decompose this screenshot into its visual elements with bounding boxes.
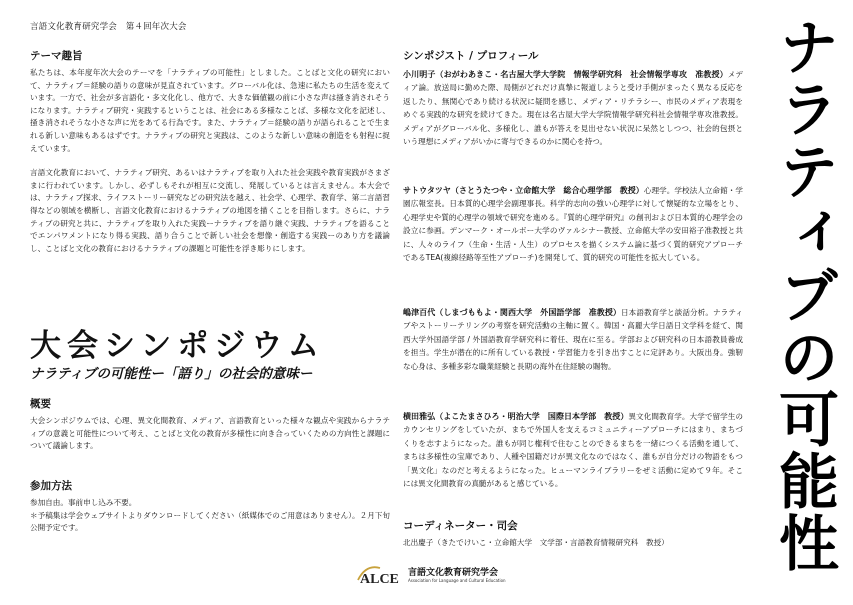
panelist-description: 心理学。学校法人立命館・学園広報室長。日本質的心理学会副理事長。科学的志向の強い心理学に対して懐疑的な立場をとり、心理学史や質的心理学の領域で研究を進める。『質的心理学研究』の創刊および日本質的心理学会の設立に参画。デンマーク・オールボー大学のヴァルシナー教授、立命館大学の安田裕子准教授と共に、人々のライフ（生命・生活・人生）のプロセスを描くシステム論に基づく質的研究アプローチであるTEA(複線径路等至性アプローチ)を開発して、質的研究の可能性を拡大している。 <box>403 186 744 263</box>
participation-line-1: 参加自由。事前申し込み不要。 <box>30 498 137 507</box>
symposium-subtitle: ナラティブの可能性ー「語り」の社会的意味ー <box>30 366 313 382</box>
panelist-description: メディア論。放送局に勤めた際、局側がどれだけ真摯に報道しようと受け手側がまったく異なる反応を返したり、無関心であり続ける状況に疑問を感じ、メディア・リテラシー、市民のメディア表現をめぐる実践的な研究を続けてきた。現在は名古屋大学大学院情報学研究科社会情報学専攻准教授。メディアがグローバル化、多様化し、誰もが答えを見出せない状況に呆然としつつ、社会的包摂という理想にメディアがいかに寄与できるのかに関心を持つ。 <box>403 70 744 147</box>
alce-logo-icon <box>354 562 404 586</box>
panelist-block <box>403 410 743 490</box>
panelist-name: 横田雅弘（よこたまさひろ・明治大学 国際日本学部 教授） <box>403 412 629 421</box>
participation-line-2: ＊予稿集は学会ウェブサイトよりダウンロードしてください（紙媒体でのご用意はありません）。２月下旬公開予定です。 <box>30 510 390 533</box>
coordinator-text: 北出慶子（きたでけいこ・立命館大学 文学部・言語教育情報研究科 教授） <box>403 538 669 547</box>
theme-paragraph-2: 言語文化教育において、ナラティブ研究、あるいはナラティブを取り入れた社会実践や教育実践がさまざまに行われています。しかし、必ずしもそれが相互に交流し、発展しているとは言えません。本大会では、ナラティブ探求、ライフストーリー研究などの研究法を越え、社会学、心理学、教育学、第二言語習得などの領域を横断し、言語文化教育におけるナラティブの地図を描くことを目指します。さらに、ナラティブの研究と共に、ナラティブを取り入れた実践ーナラティブを語り継ぐ実践、ナラティブを語ることでエンパワメントになり得る実践、語り合うことで新しい社会を想像・創造する実践ーのあり方を議論し、ことばと文化の教育におけるナラティブの課題と可能性を浮き彫りにします。 <box>30 168 391 253</box>
symposium-title: 大会シンポジウム <box>30 328 325 364</box>
association-english-name: Association for Language and Cultural Education <box>408 578 506 583</box>
association-name: 言語文化教育研究学会 <box>408 568 499 578</box>
overview-text: 大会シンポジウムでは、心理、異文化間教育、メディア、言語教育といった様々な観点や実践からナラティブの意義と可能性について考え、ことばと文化の教育が多様性に向き合っていくための方向性と課題について議論します。 <box>30 416 390 451</box>
coordinator-section <box>403 518 743 550</box>
panelist-block <box>403 306 743 373</box>
panelists-title: シンポジスト / プロフィール <box>403 50 539 62</box>
theme-title: テーマ趣旨 <box>30 50 83 62</box>
panelist-name: 嶋津百代（しまづももよ・関西大学 外国語学部 准教授） <box>403 308 621 317</box>
theme-section <box>30 48 390 255</box>
event-header: 言語文化教育研究学会 第４回年次大会 <box>30 22 187 32</box>
panelist-name: 小川明子（おがわあきこ・名古屋大学大学院 情報学研究科 社会情報学専攻 准教授） <box>403 70 728 79</box>
theme-paragraph-1: 私たちは、本年度年次大会のテーマを「ナラティブの可能性」としました。ことばと文化の研究において、ナラティブ＝経験の語りの意味が見直されています。グローバル化は、急速に私たちの生活を変えています。一方で、社会が多言語化・多文化化し、他方で、大きな価値観の前に小さな声は掻き消されそうになります。ナラティブ研究・実践するということは、社会にある多様なことば、多様な文化を記述し、掻き消されそうな小さな声に光をあてる行為です。また、ナラティブ＝経験の語りが語られることで生まれる新しい意味もあるはずです。ナラティブの研究と実践は、このような新しい意味の創造をも射程に捉えています。 <box>30 68 390 153</box>
coordinator-title: コーディネーター・司会 <box>403 520 518 532</box>
logo-text: ALCE <box>360 572 399 586</box>
panelists-section <box>403 48 743 67</box>
footer-logo <box>354 562 506 586</box>
panelist-description: 日本語教育学と談話分析。ナラティブやストーリーテリングの考察を研究活動の主軸に置く。韓国・高麗大学日語日文学科を経て、関西大学外国語学部 / 外国語教育学研究科に着任、現在に至る。学部および研究科の日本語教員養成を担当。学生が潜在的に所有している教授・学習能力を引き出すことに定評あり。大阪出身。強靭な心身は、多種多彩な職業経験と長期の海外在住経験の賜物。 <box>403 308 744 371</box>
overview-section <box>30 396 390 453</box>
participation-title: 参加方法 <box>30 480 72 492</box>
participation-section <box>30 478 390 535</box>
panelist-description: 異文化間教育学。大学で留学生のカウンセリングをしていたが、まちで外国人を支えるコミュニティーアプローチにはまり、まちづくりを志すようになった。誰もが同じ権利で住むことのできるまちを一緒につくる活動を通して、まちは多様性の宝庫であり、人種や国籍だけが異文化なのではなく、誰もが自分だけの物語をもつ「異文化」なのだと考えるようになった。ヒューマンライブラリーをぜミ活動に定めて９年。そこには異文化間教育の真髄があると感じている。 <box>403 412 744 489</box>
panelist-name: サトウタツヤ（さとうたつや・立命館大学 総合心理学部 教授） <box>403 186 644 195</box>
overview-title: 概要 <box>30 398 51 410</box>
panelist-block <box>403 184 743 264</box>
vertical-title: ナラティブの可能性 <box>769 16 839 574</box>
panelist-block <box>403 68 743 148</box>
